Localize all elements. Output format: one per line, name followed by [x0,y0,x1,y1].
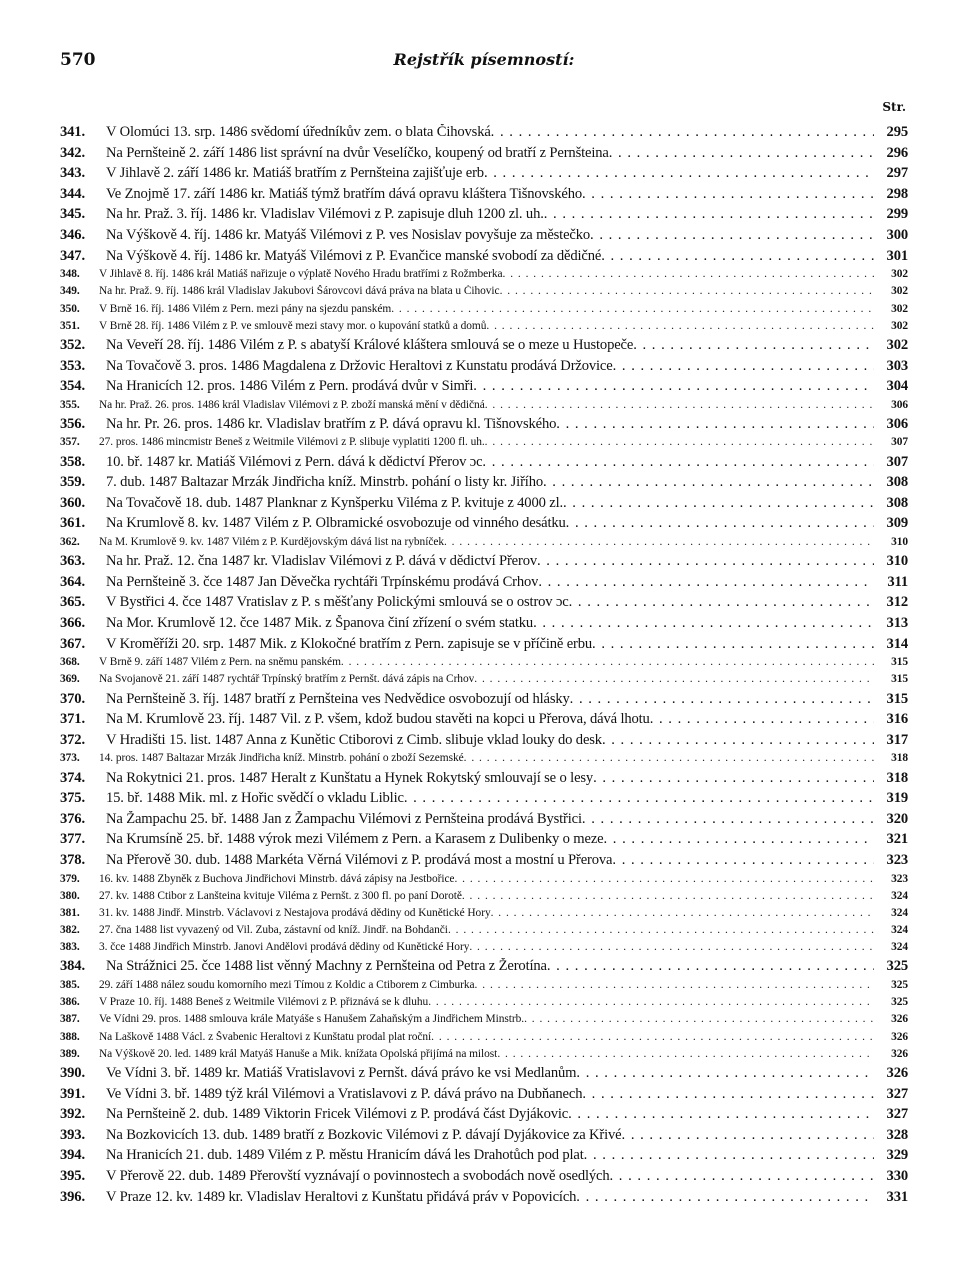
entry-page: 304 [886,378,908,395]
dot-leader [582,1086,874,1103]
entry-page: 295 [886,124,908,140]
entry-number: 359. [60,474,85,491]
dot-leader [610,1168,875,1185]
entry-page: 327 [886,1085,908,1102]
entry-number: 348. [60,268,80,281]
dot-leader [500,285,874,297]
entry-text: 10. bř. 1487 kr. Matiáš Vilémovi z Pern. dává k dědictví Přerov ɔc [106,453,483,470]
dot-leader [497,1048,874,1060]
entry-text: Na Pernšteině 2. září 1486 list správní na dvůr Veselíčko, koupený od bratří z Pernšteina [106,144,609,161]
entry-page: 321 [886,831,908,848]
entry-number: 367. [60,635,85,652]
entry-number: 391. [60,1085,85,1102]
register-entry [60,852,908,873]
entry-page: 324 [891,889,908,902]
entry-text: V Brně 28. říj. 1486 Vilém z P. ve smlouvě mezi stavy mor. o kupování statků a domů [99,319,487,332]
entry-text: Na hr. Pr. 26. pros. 1486 kr. Vladislav bratřím z P. dává opravu kl. Tišnovského [106,415,557,432]
dot-leader [491,907,874,919]
dot-leader [473,378,874,395]
entry-number: 349. [60,285,80,298]
entry-page: 324 [891,941,908,954]
register-entry [60,790,908,811]
dot-leader [601,248,874,265]
dot-leader [484,165,874,182]
entry-page: 316 [886,711,908,728]
page-column-label: Str. [882,100,906,114]
dot-leader [485,399,874,411]
entry-number: 393. [60,1126,85,1143]
dot-leader [428,996,874,1008]
entry-text: Na Veveří 28. říj. 1486 Vilém z P. s abatyší Králové kláštera smlouvá se o meze u Hustopeče [106,336,634,353]
entry-number: 383. [60,941,80,954]
entry-text: Na Pernšteině 3. čce 1487 Jan Děvečka rychtáři Trpínskému prodává Crhov [106,573,539,590]
entry-number: 381. [60,906,80,919]
entry-page: 317 [886,731,908,748]
dot-leader [537,553,874,570]
entry-page: 330 [886,1167,908,1184]
register-entry [60,1127,908,1148]
register-entry [60,691,908,712]
entry-page: 312 [886,594,908,611]
register-entry [60,873,908,890]
entry-text: Na hr. Praž. 26. pros. 1486 král Vladislav Vilémovi z P. zboží manská mění v dědičná [99,398,485,411]
register-entry [60,636,908,657]
entry-page: 309 [886,515,908,532]
entry-number: 354. [60,378,85,395]
dot-leader [612,852,874,869]
register-entry [60,165,908,186]
entry-page: 299 [886,206,908,223]
register-entry [60,515,908,536]
entry-page: 328 [886,1126,908,1143]
entry-text: V Jihlavě 2. září 1486 kr. Matiáš bratřím z Pernšteina zajišťuje erb [106,165,484,182]
entry-text: 3. čce 1488 Jindřich Minstrb. Janovi Andělovi prodává dědiny od Kunětické Hory [99,941,470,954]
entry-number: 351. [60,319,80,332]
entry-page: 325 [891,996,908,1009]
register-entry [60,979,908,996]
entry-number: 344. [60,185,85,202]
entry-number: 341. [60,124,85,140]
dot-leader [576,1065,874,1082]
register-entry [60,1065,908,1086]
entry-page: 298 [886,185,908,202]
dot-leader [582,811,874,828]
register-entry [60,1106,908,1127]
entry-number: 347. [60,247,85,264]
register-entry [60,145,908,166]
entry-number: 382. [60,924,80,937]
register-entry [60,711,908,732]
entry-text: Na Hranicích 21. dub. 1489 Vilém z P. městu Hranicím dává les Drahotůch pod plat [106,1147,584,1164]
entry-number: 352. [60,336,85,353]
entry-text: Na hr. Praž. 9. říj. 1486 král Vladislav Jakubovi Šárovcovi dává práva na blata u Čihovic [99,285,500,298]
register-entry [60,831,908,852]
dot-leader [604,831,875,848]
register-entry [60,399,908,416]
entry-text: Na Hranicích 12. pros. 1486 Vilém z Pern. prodává dvůr v Simři [106,378,474,395]
entry-text: V Praze 12. kv. 1489 kr. Vladislav Heraltovi z Kunštatu přidává práv v Popovicích [106,1188,577,1205]
entry-page: 324 [891,924,908,937]
page-header [60,50,908,74]
dot-leader [544,206,874,223]
dot-leader [391,303,874,315]
entry-text: V Jihlavě 8. říj. 1486 král Matiáš nařizuje o výplatě Nového Hradu bratřími z Rožmberka [99,268,503,281]
entry-number: 372. [60,731,85,748]
entry-number: 345. [60,206,85,223]
entry-page: 325 [886,958,908,975]
entry-page: 331 [886,1188,908,1205]
entry-text: Na Pernšteině 2. dub. 1489 Viktorin Fricek Vilémovi z P. prodává část Dyjákovic [106,1106,569,1123]
register-entry [60,1168,908,1189]
entry-page: 318 [891,752,908,765]
entry-text: Na M. Krumlově 23. říj. 1487 Vil. z P. všem, kdož budou stavěti na kopci u Přerova, dává lhotu [106,711,650,728]
entry-number: 379. [60,872,80,885]
entry-text: Na M. Krumlově 9. kv. 1487 Vilém z P. Kurdějovským dává list na rybníček [99,536,444,549]
entry-page: 306 [886,415,908,432]
dot-leader [650,711,874,728]
entry-page: 326 [886,1064,908,1081]
entry-number: 361. [60,515,85,532]
dot-leader [556,416,874,433]
entry-page: 326 [891,1047,908,1060]
register-entry [60,553,908,574]
dot-leader [491,124,874,141]
entry-page: 326 [891,1030,908,1043]
register-entry [60,1048,908,1065]
register-entry [60,454,908,475]
dot-leader [485,436,874,448]
entry-page: 323 [891,872,908,885]
entry-number: 396. [60,1188,85,1205]
entry-number: 373. [60,752,80,765]
entry-number: 346. [60,226,85,243]
dot-leader [524,1013,874,1025]
entry-page: 296 [886,144,908,161]
dot-leader [568,1106,874,1123]
dot-leader [469,941,874,953]
entry-number: 389. [60,1047,80,1060]
register-entry [60,303,908,320]
entry-number: 342. [60,144,85,161]
entry-page: 327 [886,1106,908,1123]
register-entry [60,378,908,399]
entry-text: Ve Znojmě 17. září 1486 kr. Matiáš týmž bratřím dává opravu kláštera Tišnovského [106,185,582,202]
entry-number: 366. [60,615,85,631]
dot-leader [569,594,874,611]
register-entry [60,320,908,337]
running-title: Rejstřík písemností: [393,50,575,69]
dot-leader [404,790,874,807]
entry-text: 14. pros. 1487 Baltazar Mrzák Jindřicha kníž. Minstrb. pohání o zboží Sezemské [99,752,464,765]
entry-text: Na Laškově 1488 Václ. z Švabenic Heraltovi z Kunštatu prodal plat roční [99,1030,432,1043]
entry-number: 375. [60,790,85,807]
register-entry [60,186,908,207]
dot-leader [633,337,874,354]
entry-page: 302 [891,319,908,332]
entry-number: 390. [60,1064,85,1081]
entry-text: 16. kv. 1488 Zbyněk z Buchova Jindřichovi Minstrb. dává zápisy na Jestbořice [99,872,455,885]
page-number: 570 [60,50,96,70]
register-entry [60,337,908,358]
entry-page: 300 [886,226,908,243]
register-entry [60,495,908,516]
register-entry [60,227,908,248]
dot-leader [547,958,874,975]
entry-page: 307 [891,436,908,449]
entry-page: 324 [891,906,908,919]
dot-leader [503,268,875,280]
entry-number: 374. [60,769,85,786]
entry-number: 362. [60,536,80,549]
entry-number: 394. [60,1147,85,1164]
dot-leader [474,673,874,685]
entry-text: 15. bř. 1488 Mik. ml. z Hořic svědčí o vkladu Liblic [106,790,404,807]
register-entry [60,536,908,553]
entry-page: 310 [886,553,908,570]
entry-number: 358. [60,453,85,470]
entry-page: 302 [891,302,908,315]
entry-page: 315 [891,656,908,669]
register-entry [60,594,908,615]
entry-number: 364. [60,573,85,590]
entry-text: V Praze 10. říj. 1488 Beneš z Weitmile Vilémovi z P. přiznává se k dluhu [99,996,429,1009]
entry-number: 353. [60,357,85,374]
entry-text: Na Bozkovicích 13. dub. 1489 bratří z Bozkovic Vilémovi z P. dávají Dyjákovice za Křivé [106,1126,622,1143]
dot-leader [622,1127,874,1144]
entry-text: Ve Vídni 29. pros. 1488 smlouva krále Matyáše s Hanušem Zahaňským a Jindřichem Minstrb. [99,1013,525,1026]
entry-page: 313 [886,615,908,631]
entry-text: 7. dub. 1487 Baltazar Mrzák Jindřicha kníž. Minstrb. pohání o listy kr. Jiřího [106,474,543,491]
entry-text: Na Svojanově 21. září 1487 rychtář Trpínský bratřím z Pernšt. dává zápis na Crhov [99,673,475,686]
register-entry [60,248,908,269]
entry-page: 326 [891,1013,908,1026]
register-entry [60,574,908,595]
dot-leader [602,732,874,749]
register-entry [60,1031,908,1048]
entry-number: 385. [60,979,80,992]
entry-page: 318 [886,769,908,786]
entry-text: V Brně 16. říj. 1486 Vilém z Pern. mezi pány na sjezdu panském [99,302,392,315]
entry-text: Na Krumsíně 25. bř. 1488 výrok mezi Vilémem z Pern. a Karasem z Dulibenky o meze [106,831,604,848]
dot-leader [543,474,874,491]
entry-page: 323 [886,851,908,868]
entry-page: 302 [886,336,908,353]
dot-leader [482,454,874,471]
register-entry [60,941,908,958]
dot-leader [590,227,874,244]
entry-text: 29. září 1488 nález soudu komorního mezi Tímou z Koldic a Ctiborem z Cimburka [99,979,475,992]
entry-page: 308 [886,474,908,491]
register-entry [60,1013,908,1030]
dot-leader [444,536,874,548]
entry-number: 376. [60,810,85,827]
entry-number: 368. [60,656,80,669]
entry-number: 357. [60,436,80,449]
entry-number: 370. [60,690,85,707]
entry-text: V Hradišti 15. list. 1487 Anna z Kunětic Ctiborovi z Cimb. slibuje vklad louky do desk [106,731,602,748]
dot-leader [570,691,874,708]
entry-text: Na Výškově 4. říj. 1486 kr. Matyáš Vilémovi z P. ves Nosislav povyšuje za městečko [106,226,591,243]
entry-text: 31. kv. 1488 Jindř. Minstrb. Václavovi z Nestajova prodává dědiny od Kunětické Hory [99,906,491,919]
entry-number: 360. [60,494,85,511]
register-entry [60,1086,908,1107]
register-entry [60,285,908,302]
register-entries [60,124,908,1209]
entry-page: 320 [886,810,908,827]
entry-text: 27. čna 1488 list vyvazený od Vil. Zuba, zástavní od kníž. Jindř. na Bohdanči [99,924,448,937]
entry-number: 350. [60,302,80,315]
entry-text: V Bystřici 4. čce 1487 Vratislav z P. s měšťany Polickými smlouvá se o ostrov ɔc [106,594,569,611]
dot-leader [538,574,874,591]
entry-page: 302 [891,285,908,298]
dot-leader [448,924,874,936]
entry-number: 356. [60,415,85,432]
dot-leader [566,515,874,532]
entry-number: 388. [60,1030,80,1043]
entry-number: 369. [60,673,80,686]
entry-text: Na Přerově 30. dub. 1488 Markéta Věrná Vilémovi z P. prodává most a mostní u Přerova [106,851,613,868]
register-entry [60,1147,908,1168]
register-entry [60,615,908,636]
entry-page: 297 [886,165,908,182]
dot-leader [609,145,874,162]
register-entry [60,907,908,924]
entry-page: 315 [886,690,908,707]
dot-leader [475,979,874,991]
entry-page: 329 [886,1147,908,1164]
entry-number: 343. [60,165,85,182]
entry-page: 319 [886,790,908,807]
register-entry [60,358,908,379]
entry-page: 307 [886,453,908,470]
entry-page: 311 [887,573,908,590]
entry-number: 363. [60,553,85,570]
dot-leader [462,890,874,902]
dot-leader [613,358,874,375]
dot-leader [464,752,874,764]
register-entry [60,474,908,495]
register-entry [60,958,908,979]
register-entry [60,752,908,769]
dot-leader [582,186,874,203]
entry-page: 314 [886,635,908,652]
register-entry [60,890,908,907]
entry-page: 315 [891,673,908,686]
register-entry [60,416,908,437]
entry-text: Na Tovačově 18. dub. 1487 Planknar z Kynšperku Viléma z P. kvituje z 4000 zl. [106,494,563,511]
dot-leader [563,495,874,512]
register-entry [60,732,908,753]
register-entry [60,436,908,453]
register-entry [60,673,908,690]
entry-number: 380. [60,889,80,902]
register-entry [60,1189,908,1210]
entry-text: Na Rokytnici 21. pros. 1487 Heralt z Kunštatu a Hynek Rokytský smlouvají se o lesy [106,769,594,786]
entry-number: 384. [60,958,85,975]
dot-leader [592,636,874,653]
entry-text: Na Pernšteině 3. říj. 1487 bratří z Pernšteina ves Nedvědice osvobozují od hlásky [106,690,570,707]
dot-leader [584,1147,874,1164]
entry-text: Na Strážnici 25. čce 1488 list věnný Machny z Pernšteina od Petra z Žerotína [106,958,547,975]
entry-text: Na Mor. Krumlově 12. čce 1487 Mik. z Španova činí zřízení o svém statku [106,615,534,631]
entry-page: 303 [886,357,908,374]
entry-page: 325 [891,979,908,992]
entry-page: 308 [886,494,908,511]
register-entry [60,124,908,145]
entry-page: 306 [891,398,908,411]
entry-number: 355. [60,398,80,411]
entry-number: 386. [60,996,80,1009]
dot-leader [486,320,874,332]
entry-page: 310 [891,536,908,549]
entry-text: V Olomúci 13. srp. 1486 svědomí úředníkův zem. o blata Čihovská [106,124,491,140]
dot-leader [341,656,874,668]
entry-text: Na Výškově 4. říj. 1486 kr. Matyáš Vilémovi z P. Evančice manské svobodí za dědičné [106,247,602,264]
entry-page: 301 [886,247,908,264]
dot-leader [576,1189,874,1206]
entry-number: 392. [60,1106,85,1123]
entry-number: 371. [60,711,85,728]
register-entry [60,811,908,832]
entry-text: 27. kv. 1488 Ctibor z Lanšteina kvituje Viléma z Pernšt. z 300 fl. po paní Dorotě [99,889,462,902]
register-entry [60,656,908,673]
entry-text: Na hr. Praž. 3. říj. 1486 kr. Vladislav Vilémovi z P. zapisuje dluh 1200 zl. uh. [106,206,544,223]
dot-leader [454,873,874,885]
entry-number: 387. [60,1013,80,1026]
register-entry [60,206,908,227]
register-entry [60,924,908,941]
entry-number: 378. [60,851,85,868]
register-entry [60,996,908,1013]
entry-text: Ve Vídni 3. bř. 1489 kr. Matiáš Vratislavovi z Pernšt. dává právo ke vsi Medlanům [106,1064,577,1081]
entry-text: V Brně 9. září 1487 Vilém z Pern. na sněmu panském [99,656,341,669]
entry-text: Na Žampachu 25. bř. 1488 Jan z Žampachu Vilémovi z Pernšteina prodává Bystřici [106,810,582,827]
dot-leader [593,770,874,787]
dot-leader [431,1031,874,1043]
entry-text: Ve Vídni 3. bř. 1489 týž král Vilémovi a Vratislavovi z P. dává právo na Dubňanech [106,1085,583,1102]
register-entry [60,770,908,791]
entry-number: 395. [60,1167,85,1184]
dot-leader [533,615,874,632]
entry-text: 27. pros. 1486 mincmistr Beneš z Weitmile Vilémovi z P. slibuje vyplatiti 1200 fl. uh. [99,436,485,449]
entry-page: 302 [891,268,908,281]
entry-text: Na hr. Praž. 12. čna 1487 kr. Vladislav Vilémovi z P. dává v dědictví Přerov [106,553,537,570]
register-entry [60,268,908,285]
entry-text: V Kroměříži 20. srp. 1487 Mik. z Klokočné bratřím z Pern. zapisuje se v příčině erbu [106,635,593,652]
entry-number: 377. [60,831,85,848]
entry-number: 365. [60,594,85,611]
entry-text: V Přerově 22. dub. 1489 Přerovští vyznávají o povinnostech a svobodách nově osedlých [106,1167,610,1184]
entry-text: Na Krumlově 8. kv. 1487 Vilém z P. Olbramické osvobozuje od vinného desátku [106,515,566,532]
entry-text: Na Tovačově 3. pros. 1486 Magdalena z Držovic Heraltovi z Kunstatu prodává Držovice [106,357,613,374]
entry-text: Na Výškově 20. led. 1489 král Matyáš Hanuše a Mik. knížata Opolská přijímá na milost [99,1047,498,1060]
